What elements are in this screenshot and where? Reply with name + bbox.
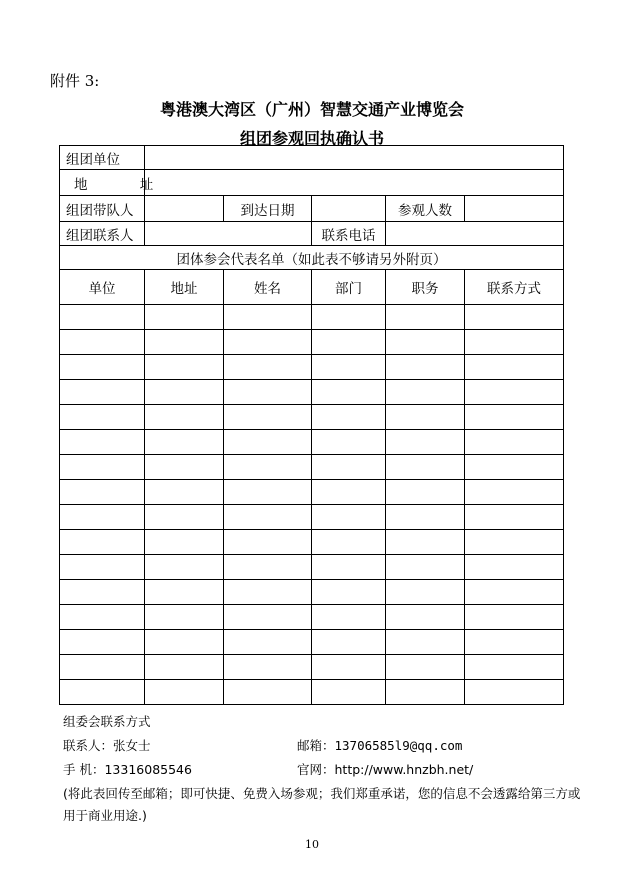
table-cell[interactable] — [386, 630, 465, 655]
column-header: 地址 — [145, 270, 224, 305]
document-subtitle: 组团参观回执确认书 — [239, 129, 384, 148]
table-cell[interactable] — [60, 380, 145, 405]
table-cell[interactable] — [145, 480, 224, 505]
table-cell[interactable] — [465, 330, 564, 355]
unit-value-cell[interactable] — [145, 146, 564, 170]
form-row-leader — [60, 196, 564, 222]
table-cell[interactable] — [465, 480, 564, 505]
table-cell[interactable] — [312, 405, 386, 430]
table-cell[interactable] — [145, 405, 224, 430]
table-cell[interactable] — [312, 330, 386, 355]
table-row — [60, 580, 564, 605]
table-cell[interactable] — [60, 530, 145, 555]
table-cell[interactable] — [465, 380, 564, 405]
table-cell[interactable] — [312, 430, 386, 455]
organizer-heading: 组委会联系方式 — [63, 714, 151, 729]
table-cell[interactable] — [224, 380, 312, 405]
table-cell[interactable] — [465, 655, 564, 680]
table-row — [60, 480, 564, 505]
table-cell[interactable] — [465, 530, 564, 555]
table-cell[interactable] — [312, 555, 386, 580]
address-value-cell[interactable] — [145, 170, 564, 196]
table-cell[interactable] — [145, 505, 224, 530]
table-cell[interactable] — [60, 655, 145, 680]
registration-form-table — [59, 145, 564, 705]
table-cell[interactable] — [386, 580, 465, 605]
table-row — [60, 405, 564, 430]
arrival-date-value-cell[interactable] — [312, 196, 386, 222]
column-header: 单位 — [60, 270, 145, 305]
table-cell[interactable] — [386, 305, 465, 330]
table-cell[interactable] — [145, 430, 224, 455]
column-header: 部门 — [312, 270, 386, 305]
table-cell[interactable] — [60, 630, 145, 655]
table-cell[interactable] — [465, 680, 564, 705]
table-cell[interactable] — [312, 480, 386, 505]
privacy-note: (将此表回传至邮箱；即可快捷、免费入场参观；我们郑重承诺，您的信息不会透露给第三方或用于商业用途.) — [63, 786, 581, 823]
table-cell[interactable] — [145, 355, 224, 380]
form-row-list-title — [60, 246, 564, 270]
table-cell[interactable] — [386, 655, 465, 680]
table-cell[interactable] — [60, 580, 145, 605]
table-cell[interactable] — [465, 455, 564, 480]
attachment-label: 附件 3: — [50, 72, 100, 90]
column-header: 联系方式 — [465, 270, 564, 305]
table-cell[interactable] — [60, 405, 145, 430]
table-cell[interactable] — [465, 355, 564, 380]
table-cell[interactable] — [224, 555, 312, 580]
table-cell[interactable] — [386, 380, 465, 405]
table-cell[interactable] — [465, 580, 564, 605]
table-cell[interactable] — [224, 355, 312, 380]
table-cell[interactable] — [145, 305, 224, 330]
table-cell[interactable] — [145, 330, 224, 355]
table-cell[interactable] — [386, 680, 465, 705]
table-cell[interactable] — [386, 505, 465, 530]
table-cell[interactable] — [312, 505, 386, 530]
table-cell[interactable] — [312, 630, 386, 655]
table-row — [60, 680, 564, 705]
table-cell[interactable] — [312, 680, 386, 705]
table-row — [60, 530, 564, 555]
unit-label: 组团单位 — [60, 146, 145, 170]
table-cell[interactable] — [465, 555, 564, 580]
table-row — [60, 630, 564, 655]
table-cell[interactable] — [224, 680, 312, 705]
column-header: 姓名 — [224, 270, 312, 305]
table-cell[interactable] — [312, 355, 386, 380]
table-cell[interactable] — [145, 455, 224, 480]
table-cell[interactable] — [386, 530, 465, 555]
table-cell[interactable] — [145, 655, 224, 680]
table-cell[interactable] — [224, 405, 312, 430]
representative-rows — [60, 305, 564, 705]
table-row — [60, 605, 564, 630]
table-cell[interactable] — [465, 505, 564, 530]
table-cell[interactable] — [224, 655, 312, 680]
table-row — [60, 380, 564, 405]
table-cell[interactable] — [224, 330, 312, 355]
address-label: 地 址 — [60, 170, 145, 196]
table-row — [60, 355, 564, 380]
table-cell[interactable] — [312, 305, 386, 330]
table-cell[interactable] — [386, 455, 465, 480]
table-cell[interactable] — [60, 555, 145, 580]
table-cell[interactable] — [224, 505, 312, 530]
table-cell[interactable] — [465, 405, 564, 430]
organizer-website[interactable]: 官网：http://www.hnzbh.net/ — [297, 762, 474, 777]
table-row — [60, 655, 564, 680]
table-cell[interactable] — [386, 405, 465, 430]
table-row — [60, 555, 564, 580]
table-cell[interactable] — [465, 630, 564, 655]
table-cell[interactable] — [60, 305, 145, 330]
table-cell[interactable] — [224, 305, 312, 330]
contact-person-value-cell[interactable] — [145, 222, 312, 246]
form-row-contact — [60, 222, 564, 246]
table-row — [60, 330, 564, 355]
organizer-contact-person: 联系人：张女士 — [63, 738, 151, 753]
table-cell[interactable] — [145, 605, 224, 630]
table-cell[interactable] — [312, 530, 386, 555]
table-cell[interactable] — [386, 330, 465, 355]
table-cell[interactable] — [465, 305, 564, 330]
table-cell[interactable] — [312, 655, 386, 680]
table-row — [60, 305, 564, 330]
table-cell[interactable] — [60, 355, 145, 380]
organizer-email[interactable]: 邮箱：13706585l9@qq.com — [297, 738, 463, 753]
document-title: 粤港澳大湾区（广州）智慧交通产业博览会 — [159, 100, 464, 119]
table-cell[interactable] — [386, 555, 465, 580]
contact-phone-value-cell[interactable] — [386, 222, 564, 246]
organizer-phone: 手 机：13316085546 — [63, 762, 192, 777]
table-cell[interactable] — [145, 680, 224, 705]
table-cell[interactable] — [60, 505, 145, 530]
table-cell[interactable] — [386, 480, 465, 505]
representative-list-title: 团体参会代表名单（如此表不够请另外附页） — [60, 246, 564, 270]
arrival-date-label: 到达日期 — [224, 196, 312, 222]
table-cell[interactable] — [312, 580, 386, 605]
table-cell[interactable] — [386, 605, 465, 630]
table-cell[interactable] — [312, 380, 386, 405]
page-number: 10 — [305, 838, 319, 851]
table-cell[interactable] — [386, 430, 465, 455]
table-cell[interactable] — [224, 630, 312, 655]
leader-value-cell[interactable] — [145, 196, 224, 222]
table-cell[interactable] — [145, 555, 224, 580]
table-cell[interactable] — [60, 430, 145, 455]
table-cell[interactable] — [224, 580, 312, 605]
visitor-count-value-cell[interactable] — [465, 196, 564, 222]
leader-label: 组团带队人 — [60, 196, 145, 222]
table-cell[interactable] — [465, 605, 564, 630]
table-cell[interactable] — [145, 380, 224, 405]
table-cell[interactable] — [224, 605, 312, 630]
table-cell[interactable] — [60, 455, 145, 480]
table-cell[interactable] — [465, 430, 564, 455]
table-cell[interactable] — [312, 605, 386, 630]
table-cell[interactable] — [224, 430, 312, 455]
visitor-count-label: 参观人数 — [386, 196, 465, 222]
table-cell[interactable] — [60, 330, 145, 355]
contact-phone-label: 联系电话 — [312, 222, 386, 246]
table-cell[interactable] — [224, 455, 312, 480]
table-cell[interactable] — [145, 530, 224, 555]
form-row-address — [60, 170, 564, 196]
column-header: 职务 — [386, 270, 465, 305]
table-row — [60, 430, 564, 455]
table-cell[interactable] — [60, 480, 145, 505]
list-header-row — [60, 270, 564, 305]
table-cell[interactable] — [145, 630, 224, 655]
table-cell[interactable] — [60, 605, 145, 630]
table-cell[interactable] — [386, 355, 465, 380]
table-row — [60, 505, 564, 530]
table-cell[interactable] — [224, 530, 312, 555]
table-cell[interactable] — [60, 680, 145, 705]
table-cell[interactable] — [312, 455, 386, 480]
form-row-unit — [60, 146, 564, 170]
contact-person-label: 组团联系人 — [60, 222, 145, 246]
table-row — [60, 455, 564, 480]
table-cell[interactable] — [224, 480, 312, 505]
table-cell[interactable] — [145, 580, 224, 605]
